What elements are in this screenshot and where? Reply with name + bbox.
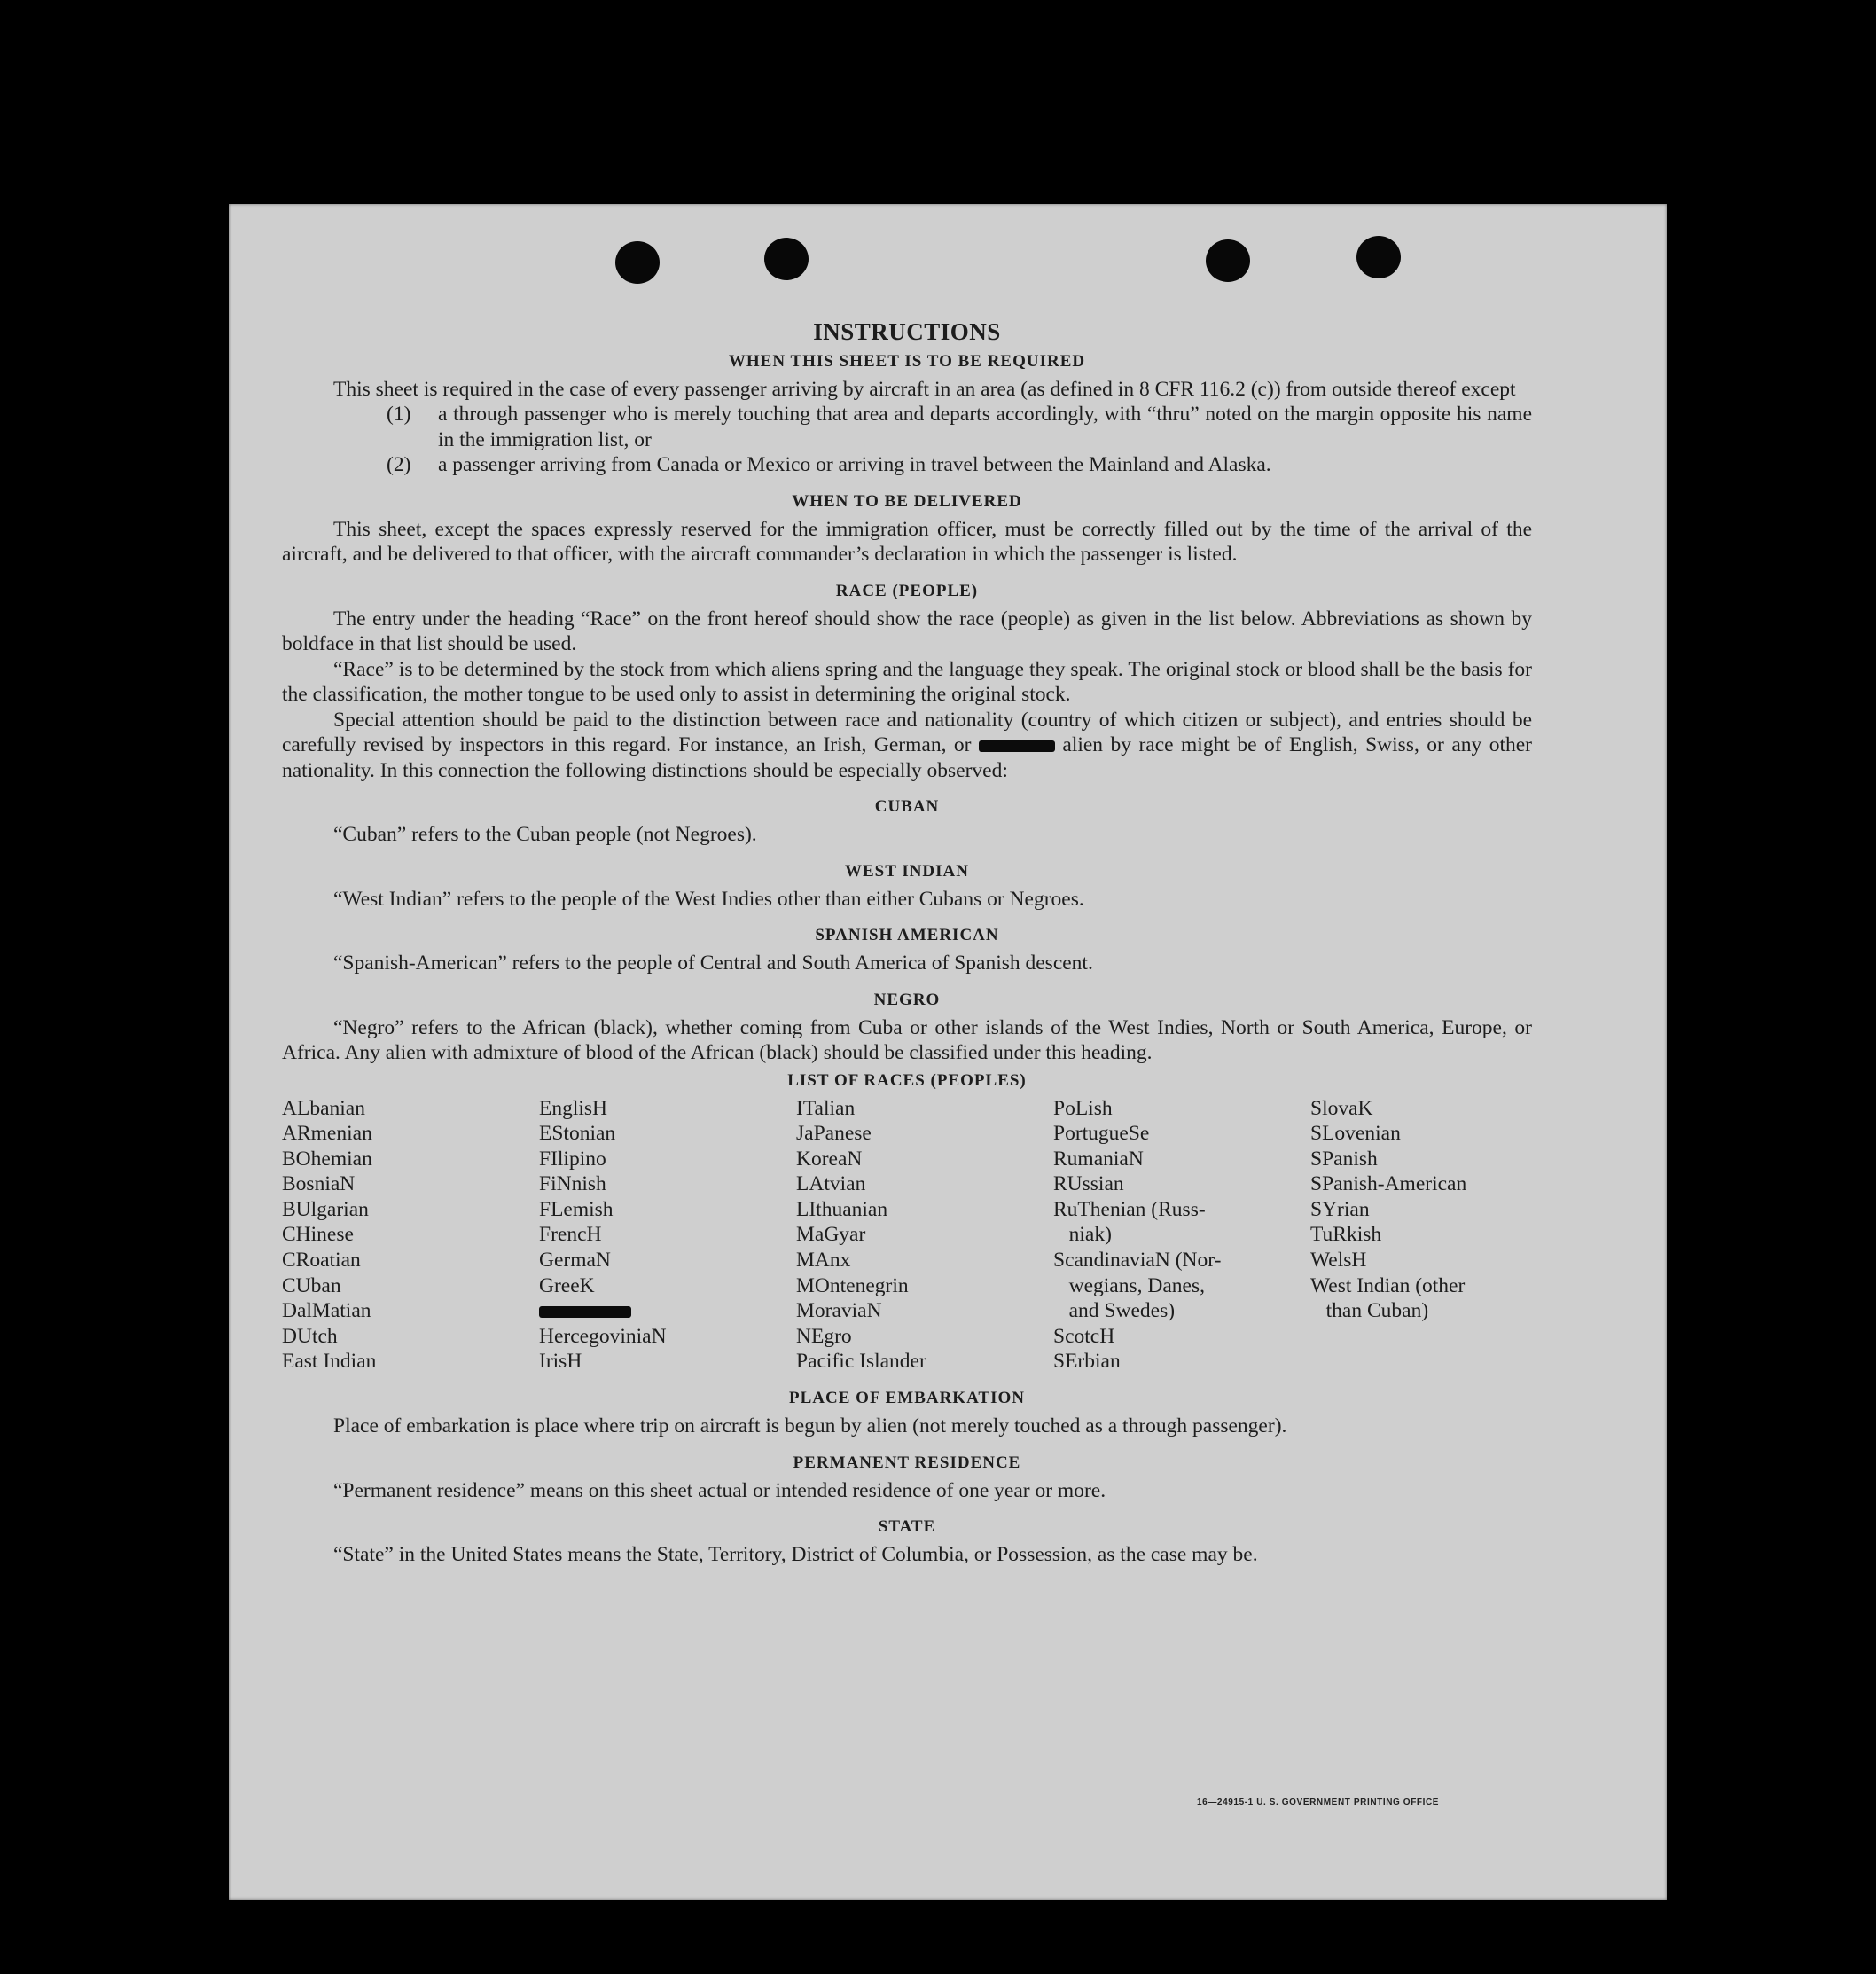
heading-negro: NEGRO xyxy=(873,990,941,1009)
race-entry: West Indian (other xyxy=(1310,1273,1466,1297)
races-list xyxy=(282,1096,1532,1375)
heading-race: RACE (PEOPLE) xyxy=(835,581,979,600)
race-entry: ITalian xyxy=(796,1096,856,1120)
heading-required: WHEN THIS SHEET IS TO BE REQUIRED xyxy=(728,351,1086,371)
negro-text: “Negro” refers to the African (black), whether coming from Cuba or other islands of the West Indies, North or South America, Europe, or Africa. Any alien with admixture of blood of the African (black) should be classified under this heading. xyxy=(282,1015,1532,1064)
race-entry: KoreaN xyxy=(796,1147,863,1171)
state-text: “State” in the United States means the State, Territory, District of Columbia, or Possession, as the case may be. xyxy=(333,1543,1258,1567)
races-column-4 xyxy=(1053,1096,1310,1375)
race-entry: than Cuban) xyxy=(1310,1299,1429,1323)
race-entry: GermaN xyxy=(539,1249,611,1273)
race-entry: MOntenegrin xyxy=(796,1273,909,1297)
instructions-body xyxy=(282,319,1532,1568)
race-entry: FIlipino xyxy=(539,1147,606,1171)
race-entry: SYrian xyxy=(1310,1197,1370,1221)
race-entry: MAnx xyxy=(796,1249,851,1273)
race-entry-redacted xyxy=(539,1298,796,1324)
exception-text: a through passenger who is merely touching that area and departs accordingly, with “thru” noted on the margin opposite his name in the immigration list, or xyxy=(438,403,1532,451)
race-entry: RuThenian (Russ- xyxy=(1053,1197,1206,1221)
race-entry: ALbanian xyxy=(282,1096,365,1120)
delivered-text: This sheet, except the spaces expressly reserved for the immigration officer, must be correctly filled out by the time of the arrival of the aircraft, and be delivered to that officer, with the aircraft commander’s declaration in which the passenger is listed. xyxy=(282,517,1532,566)
race-entry: HercegoviniaN xyxy=(539,1324,667,1348)
race-entry: BUlgarian xyxy=(282,1197,369,1221)
race-entry: ARmenian xyxy=(282,1122,372,1146)
race-entry: TuRkish xyxy=(1310,1223,1382,1247)
heading-embarkation: PLACE OF EMBARKATION xyxy=(789,1389,1025,1408)
race-entry: ScandinaviaN (Nor- xyxy=(1053,1249,1222,1273)
race-entry: wegians, Danes, xyxy=(1053,1273,1205,1297)
heading-spanish-american: SPANISH AMERICAN xyxy=(815,926,999,944)
race-entry: LIthuanian xyxy=(796,1197,888,1221)
redaction-mark xyxy=(539,1306,631,1318)
race-entry: BosniaN xyxy=(282,1172,356,1196)
race-entry: PortugueSe xyxy=(1053,1122,1150,1146)
punch-hole-2 xyxy=(764,238,809,280)
spanish-american-text: “Spanish-American” refers to the people of Central and South America of Spanish descent. xyxy=(333,952,1093,975)
heading-residence: PERMANENT RESIDENCE xyxy=(793,1453,1021,1472)
race-entry: East Indian xyxy=(282,1350,377,1374)
race-paragraph-3 xyxy=(282,708,1532,784)
race-entry: and Swedes) xyxy=(1053,1299,1176,1323)
heading-state: STATE xyxy=(878,1517,936,1537)
races-column-1 xyxy=(282,1096,539,1375)
race-entry: SLovenian xyxy=(1310,1122,1401,1146)
race-entry: BOhemian xyxy=(282,1147,372,1171)
race-entry: SlovaK xyxy=(1310,1096,1373,1120)
race-entry: EStonian xyxy=(539,1122,616,1146)
race-entry: RumaniaN xyxy=(1053,1147,1144,1171)
race-entry: IrisH xyxy=(539,1350,582,1374)
race-entry: WelsH xyxy=(1310,1249,1367,1273)
document-sheet xyxy=(229,204,1667,1900)
punch-hole-1 xyxy=(615,241,660,284)
race-entry: niak) xyxy=(1053,1223,1112,1247)
race-entry: SPanish-American xyxy=(1310,1172,1467,1196)
punch-hole-4 xyxy=(1356,236,1401,278)
race-entry: GreeK xyxy=(539,1273,595,1297)
printing-office-code: 16—24915-1 U. S. GOVERNMENT PRINTING OFFICE xyxy=(1197,1798,1440,1807)
race-entry: ScotcH xyxy=(1053,1324,1115,1348)
race-entry: PoLish xyxy=(1053,1096,1113,1120)
race-paragraph-2: “Race” is to be determined by the stock from which aliens spring and the language they speak. The original stock or blood shall be the basis for the classification, the mother tongue to be used only to assist in determining the original stock. xyxy=(282,657,1532,706)
race-paragraph-1: The entry under the heading “Race” on the front hereof should show the race (people) as given in the list below. Abbreviations as shown by boldface in that list should be used. xyxy=(282,607,1532,655)
race-entry: MoraviaN xyxy=(796,1299,882,1323)
heading-races-list: LIST OF RACES (PEOPLES) xyxy=(787,1070,1027,1090)
race-entry: NEgro xyxy=(796,1324,852,1348)
race-entry: FrencH xyxy=(539,1223,602,1247)
races-column-3 xyxy=(796,1096,1053,1375)
heading-cuban: CUBAN xyxy=(874,797,940,816)
race-entry: RUssian xyxy=(1053,1172,1124,1196)
west-indian-text: “West Indian” refers to the people of the West Indies other than either Cubans or Negroes. xyxy=(333,887,1084,911)
race-entry: SPanish xyxy=(1310,1147,1378,1171)
race-entry: SErbian xyxy=(1053,1350,1121,1374)
redaction-mark xyxy=(979,740,1055,752)
exception-number: (2) xyxy=(387,453,411,476)
races-column-5 xyxy=(1310,1096,1541,1375)
race-entry: EnglisH xyxy=(539,1096,608,1120)
race-entry: LAtvian xyxy=(796,1172,866,1196)
race-entry: FLemish xyxy=(539,1197,614,1221)
exception-item-2 xyxy=(282,452,1532,478)
required-intro: This sheet is required in the case of every passenger arriving by aircraft in an area (as defined in 8 CFR 116.2 (c)) from outside thereof except xyxy=(333,377,1516,401)
race-entry: DUtch xyxy=(282,1324,338,1348)
exception-item-1 xyxy=(282,402,1532,452)
race-paragraph-3-end: alien by race might be of English, Swiss, or any other nationality. In this connection the following distinctions should be especially observed: xyxy=(282,733,1532,782)
race-entry: CUban xyxy=(282,1273,341,1297)
race-paragraph-3-start: Special attention should be paid to the distinction between race and nationality (country of which citizen or subject), and entries should be carefully revised by inspectors in this regard. For instance, an Irish, German, or xyxy=(282,708,1532,756)
race-entry: JaPanese xyxy=(796,1122,872,1146)
heading-west-indian: WEST INDIAN xyxy=(845,861,969,881)
race-entry: DalMatian xyxy=(282,1299,371,1323)
punch-hole-3 xyxy=(1206,239,1250,282)
residence-text: “Permanent residence” means on this sheet actual or intended residence of one year or more. xyxy=(333,1478,1106,1502)
race-entry: FiNnish xyxy=(539,1172,606,1196)
race-entry: Pacific Islander xyxy=(796,1350,926,1374)
race-entry: MaGyar xyxy=(796,1223,866,1247)
cuban-text: “Cuban” refers to the Cuban people (not Negroes). xyxy=(333,823,757,846)
heading-delivered: WHEN TO BE DELIVERED xyxy=(792,491,1022,511)
embarkation-text: Place of embarkation is place where trip on aircraft is begun by alien (not merely touched as a through passenger). xyxy=(333,1414,1287,1438)
page-title: INSTRUCTIONS xyxy=(813,318,1001,345)
exception-text: a passenger arriving from Canada or Mexico or arriving in travel between the Mainland and Alaska. xyxy=(438,453,1271,476)
exception-number: (1) xyxy=(387,403,411,426)
races-column-2 xyxy=(539,1096,796,1375)
race-entry: CRoatian xyxy=(282,1249,361,1273)
race-entry: CHinese xyxy=(282,1223,354,1247)
